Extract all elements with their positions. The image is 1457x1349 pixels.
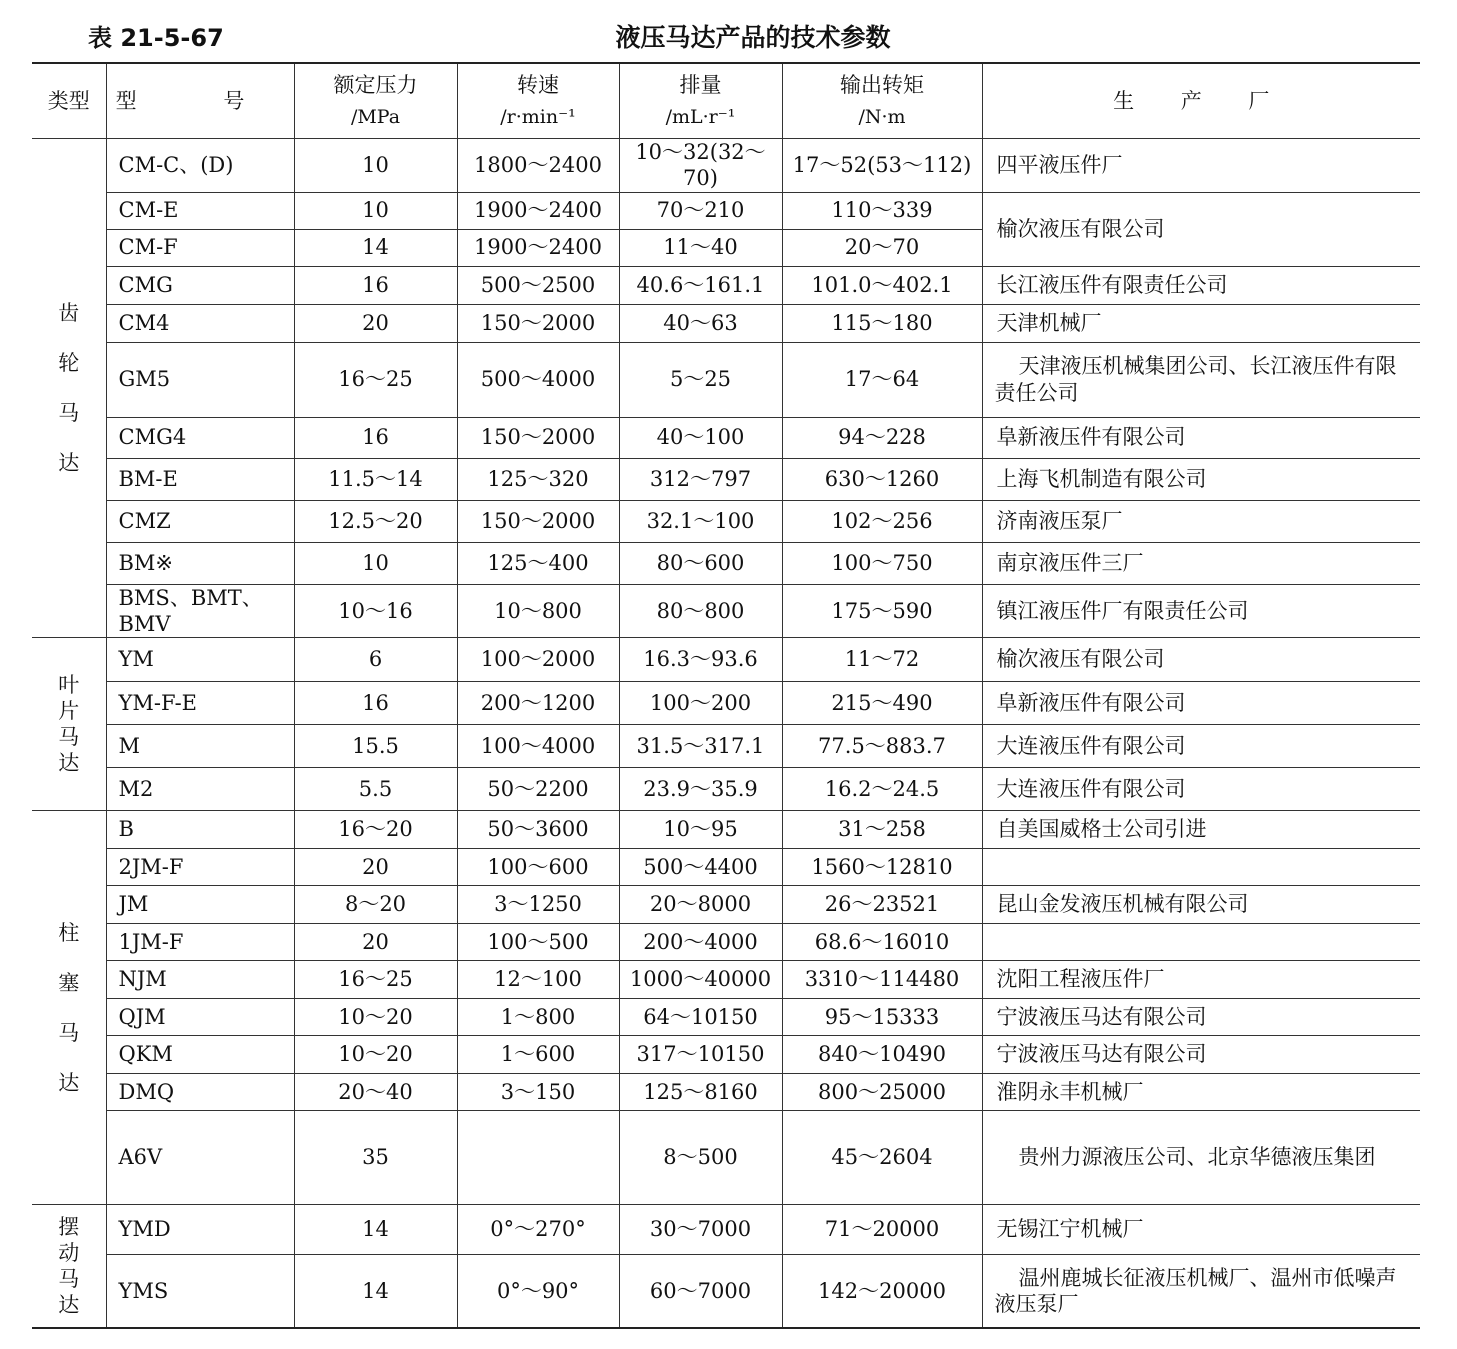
cell-speed: 0°～90° xyxy=(457,1255,619,1328)
cell-pressure: 16 xyxy=(294,417,457,458)
cell-displacement: 70～210 xyxy=(619,192,782,229)
table-caption xyxy=(88,18,1418,54)
table-row xyxy=(32,139,1420,193)
cell-displacement: 23.9～35.9 xyxy=(619,768,782,811)
cell-model: GM5 xyxy=(106,342,294,417)
cell-pressure: 16 xyxy=(294,682,457,725)
cell-speed: 500～4000 xyxy=(457,342,619,417)
cell-speed: 1900～2400 xyxy=(457,192,619,229)
cell-model: CM-C、(D) xyxy=(106,139,294,193)
cell-pressure: 10 xyxy=(294,542,457,584)
cell-model: 2JM-F xyxy=(106,849,294,886)
cell-pressure: 12.5～20 xyxy=(294,500,457,542)
cell-manufacturer: 阜新液压件有限公司 xyxy=(982,417,1420,458)
header-category: 类型 xyxy=(32,63,106,139)
category-gear-motor: 齿 轮 马 达 xyxy=(32,139,106,638)
cell-torque: 16.2～24.5 xyxy=(782,768,982,811)
cell-pressure: 16～20 xyxy=(294,811,457,849)
cell-manufacturer: 沈阳工程液压件厂 xyxy=(982,961,1420,999)
cell-model: CM-F xyxy=(106,229,294,266)
cell-displacement: 500～4400 xyxy=(619,849,782,886)
cell-model: BM※ xyxy=(106,542,294,584)
cell-pressure: 14 xyxy=(294,1205,457,1255)
cell-model: YMS xyxy=(106,1255,294,1328)
cell-manufacturer: 温州鹿城长征液压机械厂、温州市低噪声液压泵厂 xyxy=(982,1255,1420,1328)
table-row xyxy=(32,1255,1420,1328)
table-row xyxy=(32,638,1420,682)
cell-speed: 12～100 xyxy=(457,961,619,999)
cell-manufacturer xyxy=(982,849,1420,886)
cell-pressure: 35 xyxy=(294,1111,457,1205)
table-row xyxy=(32,1036,1420,1074)
category-piston-motor: 柱 塞 马 达 xyxy=(32,811,106,1205)
cell-model: YM-F-E xyxy=(106,682,294,725)
cell-torque: 31～258 xyxy=(782,811,982,849)
cell-torque: 110～339 xyxy=(782,192,982,229)
cell-torque: 95～15333 xyxy=(782,999,982,1036)
cell-manufacturer: 大连液压件有限公司 xyxy=(982,725,1420,768)
cell-torque: 630～1260 xyxy=(782,458,982,500)
cell-model: A6V xyxy=(106,1111,294,1205)
cell-speed: 1～800 xyxy=(457,999,619,1036)
cell-torque: 11～72 xyxy=(782,638,982,682)
cell-manufacturer: 镇江液压件厂有限责任公司 xyxy=(982,584,1420,638)
cell-speed: 200～1200 xyxy=(457,682,619,725)
cell-speed: 100～600 xyxy=(457,849,619,886)
table-row xyxy=(32,500,1420,542)
table-row xyxy=(32,266,1420,304)
table-row xyxy=(32,886,1420,924)
cell-speed: 500～2500 xyxy=(457,266,619,304)
cell-torque: 68.6～16010 xyxy=(782,924,982,961)
cell-model: CMZ xyxy=(106,500,294,542)
cell-model: JM xyxy=(106,886,294,924)
table-row xyxy=(32,849,1420,886)
cell-model: M2 xyxy=(106,768,294,811)
cell-torque: 45～2604 xyxy=(782,1111,982,1205)
motor-spec-table xyxy=(32,62,1420,1329)
cell-pressure: 20～40 xyxy=(294,1074,457,1111)
cell-manufacturer: 南京液压件三厂 xyxy=(982,542,1420,584)
cell-speed: 125～320 xyxy=(457,458,619,500)
header-model: 型 号 xyxy=(106,63,294,139)
cell-torque: 94～228 xyxy=(782,417,982,458)
cell-displacement: 30～7000 xyxy=(619,1205,782,1255)
cell-displacement: 312～797 xyxy=(619,458,782,500)
cell-pressure: 11.5～14 xyxy=(294,458,457,500)
header-displacement: 排量 /mL·r⁻¹ xyxy=(619,63,782,139)
cell-model: BMS、BMT、BMV xyxy=(106,584,294,638)
cell-model: CMG4 xyxy=(106,417,294,458)
table-row xyxy=(32,961,1420,999)
cell-model: CMG xyxy=(106,266,294,304)
cell-displacement: 5～25 xyxy=(619,342,782,417)
cell-torque: 77.5～883.7 xyxy=(782,725,982,768)
cell-model: QJM xyxy=(106,999,294,1036)
cell-manufacturer: 无锡江宁机械厂 xyxy=(982,1205,1420,1255)
cell-speed: 3～1250 xyxy=(457,886,619,924)
cell-speed: 1900～2400 xyxy=(457,229,619,266)
cell-torque: 71～20000 xyxy=(782,1205,982,1255)
cell-displacement: 10～95 xyxy=(619,811,782,849)
category-vane-motor: 叶 片 马 达 xyxy=(32,638,106,811)
table-row xyxy=(32,304,1420,342)
table-row xyxy=(32,811,1420,849)
cell-manufacturer: 长江液压件有限责任公司 xyxy=(982,266,1420,304)
cell-torque: 100～750 xyxy=(782,542,982,584)
table-row xyxy=(32,542,1420,584)
cell-manufacturer: 上海飞机制造有限公司 xyxy=(982,458,1420,500)
cell-model: BM-E xyxy=(106,458,294,500)
cell-speed: 150～2000 xyxy=(457,500,619,542)
cell-displacement: 40.6～161.1 xyxy=(619,266,782,304)
cell-torque: 1560～12810 xyxy=(782,849,982,886)
cell-model: M xyxy=(106,725,294,768)
cell-displacement: 10～32(32～70) xyxy=(619,139,782,193)
cell-pressure: 20 xyxy=(294,304,457,342)
cell-speed: 150～2000 xyxy=(457,304,619,342)
header-pressure: 额定压力 /MPa xyxy=(294,63,457,139)
cell-pressure: 15.5 xyxy=(294,725,457,768)
cell-pressure: 16～25 xyxy=(294,342,457,417)
cell-torque: 26～23521 xyxy=(782,886,982,924)
cell-displacement: 80～800 xyxy=(619,584,782,638)
table-row xyxy=(32,192,1420,229)
cell-manufacturer: 宁波液压马达有限公司 xyxy=(982,1036,1420,1074)
cell-pressure: 5.5 xyxy=(294,768,457,811)
cell-displacement: 11～40 xyxy=(619,229,782,266)
table-row xyxy=(32,417,1420,458)
cell-torque: 142～20000 xyxy=(782,1255,982,1328)
cell-model: B xyxy=(106,811,294,849)
cell-displacement: 1000～40000 xyxy=(619,961,782,999)
cell-pressure: 20 xyxy=(294,849,457,886)
category-swing-motor: 摆 动 马 达 xyxy=(32,1205,106,1328)
header-torque: 输出转矩 /N·m xyxy=(782,63,982,139)
cell-displacement: 32.1～100 xyxy=(619,500,782,542)
cell-model: CM-E xyxy=(106,192,294,229)
cell-torque: 175～590 xyxy=(782,584,982,638)
cell-manufacturer: 淮阴永丰机械厂 xyxy=(982,1074,1420,1111)
cell-torque: 800～25000 xyxy=(782,1074,982,1111)
table-row xyxy=(32,999,1420,1036)
cell-speed: 100～2000 xyxy=(457,638,619,682)
cell-pressure: 20 xyxy=(294,924,457,961)
cell-manufacturer: 天津液压机械集团公司、长江液压件有限责任公司 xyxy=(982,342,1420,417)
cell-speed: 150～2000 xyxy=(457,417,619,458)
cell-torque: 215～490 xyxy=(782,682,982,725)
cell-speed xyxy=(457,1111,619,1205)
table-title: 液压马达产品的技术参数 xyxy=(615,23,891,52)
table-row xyxy=(32,682,1420,725)
cell-manufacturer: 榆次液压有限公司 xyxy=(982,192,1420,266)
cell-pressure: 16 xyxy=(294,266,457,304)
cell-manufacturer xyxy=(982,924,1420,961)
cell-speed: 100～4000 xyxy=(457,725,619,768)
cell-torque: 115～180 xyxy=(782,304,982,342)
table-row xyxy=(32,342,1420,417)
cell-model: NJM xyxy=(106,961,294,999)
cell-manufacturer: 济南液压泵厂 xyxy=(982,500,1420,542)
header-speed: 转速 /r·min⁻¹ xyxy=(457,63,619,139)
cell-displacement: 40～100 xyxy=(619,417,782,458)
table-number: 表 21-5-67 xyxy=(88,24,224,52)
cell-speed: 100～500 xyxy=(457,924,619,961)
cell-displacement: 20～8000 xyxy=(619,886,782,924)
cell-manufacturer: 天津机械厂 xyxy=(982,304,1420,342)
cell-torque: 3310～114480 xyxy=(782,961,982,999)
cell-torque: 840～10490 xyxy=(782,1036,982,1074)
cell-displacement: 64～10150 xyxy=(619,999,782,1036)
table-row xyxy=(32,768,1420,811)
cell-displacement: 100～200 xyxy=(619,682,782,725)
cell-displacement: 40～63 xyxy=(619,304,782,342)
cell-pressure: 16～25 xyxy=(294,961,457,999)
cell-speed: 50～2200 xyxy=(457,768,619,811)
cell-speed: 0°～270° xyxy=(457,1205,619,1255)
table-row xyxy=(32,1205,1420,1255)
table-row xyxy=(32,1111,1420,1205)
cell-pressure: 14 xyxy=(294,229,457,266)
cell-displacement: 80～600 xyxy=(619,542,782,584)
cell-manufacturer: 阜新液压件有限公司 xyxy=(982,682,1420,725)
cell-pressure: 10 xyxy=(294,192,457,229)
cell-displacement: 60～7000 xyxy=(619,1255,782,1328)
header-manufacturer: 生 产 厂 xyxy=(982,63,1420,139)
cell-displacement: 16.3～93.6 xyxy=(619,638,782,682)
cell-speed: 10～800 xyxy=(457,584,619,638)
cell-manufacturer: 自美国威格士公司引进 xyxy=(982,811,1420,849)
cell-pressure: 10～20 xyxy=(294,999,457,1036)
cell-speed: 1800～2400 xyxy=(457,139,619,193)
cell-displacement: 200～4000 xyxy=(619,924,782,961)
cell-displacement: 317～10150 xyxy=(619,1036,782,1074)
cell-model: YM xyxy=(106,638,294,682)
cell-torque: 101.0～402.1 xyxy=(782,266,982,304)
cell-manufacturer: 大连液压件有限公司 xyxy=(982,768,1420,811)
table-row xyxy=(32,584,1420,638)
cell-manufacturer: 昆山金发液压机械有限公司 xyxy=(982,886,1420,924)
cell-pressure: 8～20 xyxy=(294,886,457,924)
header-row xyxy=(32,63,1420,139)
cell-torque: 102～256 xyxy=(782,500,982,542)
cell-model: QKM xyxy=(106,1036,294,1074)
cell-model: CM4 xyxy=(106,304,294,342)
cell-pressure: 14 xyxy=(294,1255,457,1328)
cell-pressure: 10 xyxy=(294,139,457,193)
cell-displacement: 125～8160 xyxy=(619,1074,782,1111)
table-row xyxy=(32,458,1420,500)
cell-torque: 17～64 xyxy=(782,342,982,417)
cell-manufacturer: 榆次液压有限公司 xyxy=(982,638,1420,682)
cell-displacement: 8～500 xyxy=(619,1111,782,1205)
cell-speed: 50～3600 xyxy=(457,811,619,849)
cell-speed: 3～150 xyxy=(457,1074,619,1111)
cell-model: 1JM-F xyxy=(106,924,294,961)
cell-model: DMQ xyxy=(106,1074,294,1111)
cell-pressure: 10～16 xyxy=(294,584,457,638)
table-row xyxy=(32,725,1420,768)
cell-model: YMD xyxy=(106,1205,294,1255)
cell-manufacturer: 贵州力源液压公司、北京华德液压集团 xyxy=(982,1111,1420,1205)
cell-speed: 125～400 xyxy=(457,542,619,584)
table-row xyxy=(32,924,1420,961)
cell-speed: 1～600 xyxy=(457,1036,619,1074)
cell-manufacturer: 宁波液压马达有限公司 xyxy=(982,999,1420,1036)
cell-manufacturer: 四平液压件厂 xyxy=(982,139,1420,193)
cell-pressure: 6 xyxy=(294,638,457,682)
cell-displacement: 31.5～317.1 xyxy=(619,725,782,768)
table-row xyxy=(32,1074,1420,1111)
cell-torque: 17～52(53～112) xyxy=(782,139,982,193)
cell-torque: 20～70 xyxy=(782,229,982,266)
cell-pressure: 10～20 xyxy=(294,1036,457,1074)
